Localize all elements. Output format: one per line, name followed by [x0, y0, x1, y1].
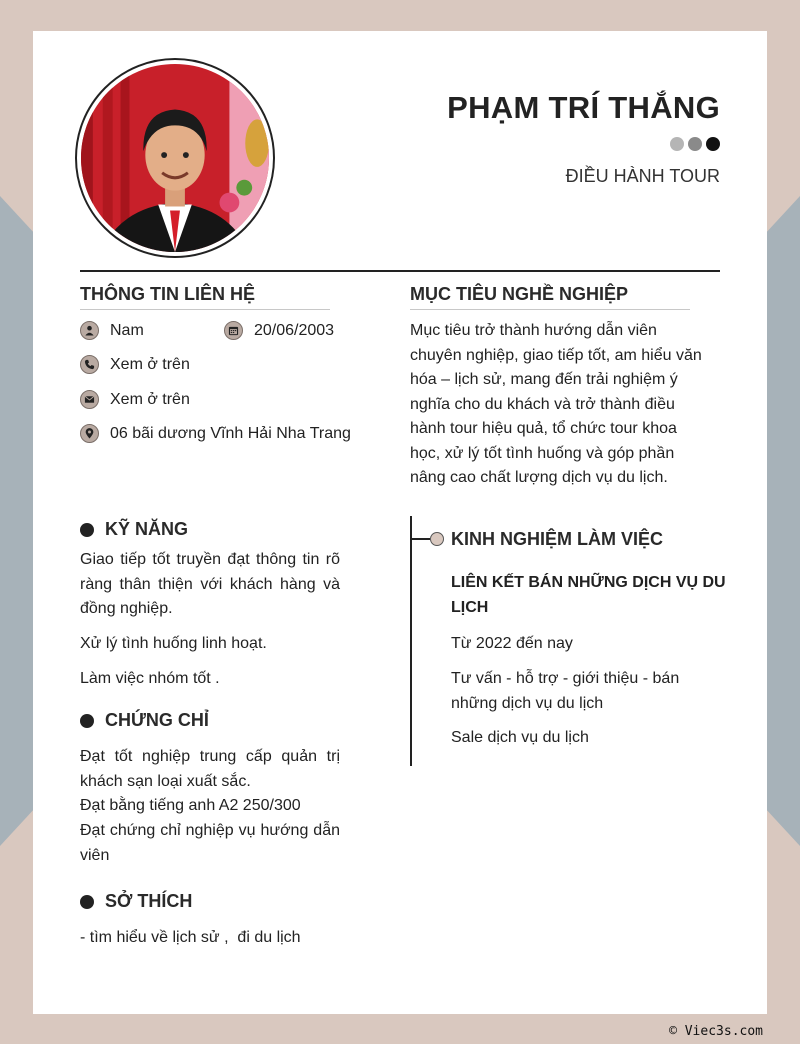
bullet-icon [80, 714, 94, 728]
skills-heading [80, 519, 188, 540]
phone-value: Xem ở trên [110, 355, 190, 373]
contact-birthdate [224, 321, 334, 340]
objective-line: học, xử lý tốt tình huống và góp phần [410, 444, 675, 462]
contact-email [80, 390, 190, 409]
timeline-connector [410, 538, 430, 540]
skill-item: Giao tiếp tốt truyền đạt thông tin rõ ràng thân thiện với khách hàng và đồng nghiệp. [80, 551, 340, 617]
person-icon [80, 321, 99, 340]
contact-address [80, 424, 351, 443]
experience-company [451, 571, 731, 620]
certificate-item: Đạt bằng tiếng anh A2 250/300 [80, 797, 301, 814]
job-title: ĐIỀU HÀNH TOUR [565, 166, 720, 186]
calendar-icon [224, 321, 243, 340]
skill-item: Xử lý tình huống linh hoạt. [80, 635, 267, 652]
header-divider [80, 270, 720, 272]
email-value: Xem ở trên [110, 390, 190, 408]
experience-heading: KINH NGHIỆM LÀM VIỆC [451, 529, 664, 549]
decorative-dots [670, 137, 720, 151]
candidate-name: PHẠM TRÍ THẮNG [447, 90, 720, 125]
certificate-item: Đạt tốt nghiệp trung cấp quản trị khách sạn loại xuất sắc. [80, 748, 340, 790]
experience-role: Sale dịch vụ du lịch [451, 729, 589, 746]
certificate-item: Đạt chứng chỉ nghiệp vụ hướng dẫn viên [80, 822, 340, 864]
bullet-icon [80, 523, 94, 537]
hobbies-heading [80, 891, 192, 912]
location-pin-icon [80, 424, 99, 443]
objective-line: hành tour hiệu quả, tổ chức tour khoa [410, 420, 677, 437]
objective-heading: MỤC TIÊU NGHỀ NGHIỆP [410, 284, 629, 304]
contact-phone [80, 355, 190, 374]
profile-photo [81, 64, 269, 252]
skill-item: Làm việc nhóm tốt . [80, 670, 220, 687]
hobbies-heading-text: SỞ THÍCH [105, 891, 193, 911]
certificates-heading [80, 710, 209, 731]
birthdate-value: 20/06/2003 [254, 321, 335, 339]
company-line: LỊCH [451, 598, 489, 616]
objective-text [410, 319, 730, 491]
dot-dark [706, 137, 720, 151]
contact-heading: THÔNG TIN LIÊN HỆ [80, 284, 255, 304]
timeline-node-icon [430, 532, 444, 546]
dot-light [670, 137, 684, 151]
contact-heading-underline [80, 309, 330, 310]
experience-period: Từ 2022 đến nay [451, 635, 573, 652]
contact-gender [80, 321, 144, 340]
objective-heading-underline [410, 309, 690, 310]
objective-line: nghĩa cho du khách và trở thành điều [410, 395, 675, 413]
company-line: LIÊN KẾT BÁN NHỮNG DỊCH VỤ DU [451, 574, 726, 591]
hobbies-text: - tìm hiểu về lịch sử , đi du lịch [80, 929, 301, 946]
objective-line: chuyên nghiệp, giao tiếp tốt, am hiểu văn [410, 346, 702, 364]
dot-medium [688, 137, 702, 151]
phone-icon [80, 355, 99, 374]
watermark-credit: © Viec3s.com [669, 1024, 763, 1039]
objective-line: Mục tiêu trở thành hướng dẫn viên [410, 322, 657, 339]
envelope-icon [80, 390, 99, 409]
timeline-line [410, 516, 412, 766]
objective-line: nâng cao chất lượng dịch vụ du lịch. [410, 469, 668, 486]
objective-line: hóa – lịch sử, mang đến trải nghiệm ý [410, 371, 678, 388]
address-value: 06 bãi dương Vĩnh Hải Nha Trang [110, 424, 351, 442]
skills-heading-text: KỸ NĂNG [105, 519, 189, 539]
avatar [75, 58, 275, 258]
bullet-icon [80, 895, 94, 909]
gender-value: Nam [110, 321, 144, 339]
experience-description: Tư vấn - hỗ trợ - giới thiệu - bán những dịch vụ du lịch [451, 670, 680, 712]
certificates-heading-text: CHỨNG CHỈ [105, 710, 209, 730]
